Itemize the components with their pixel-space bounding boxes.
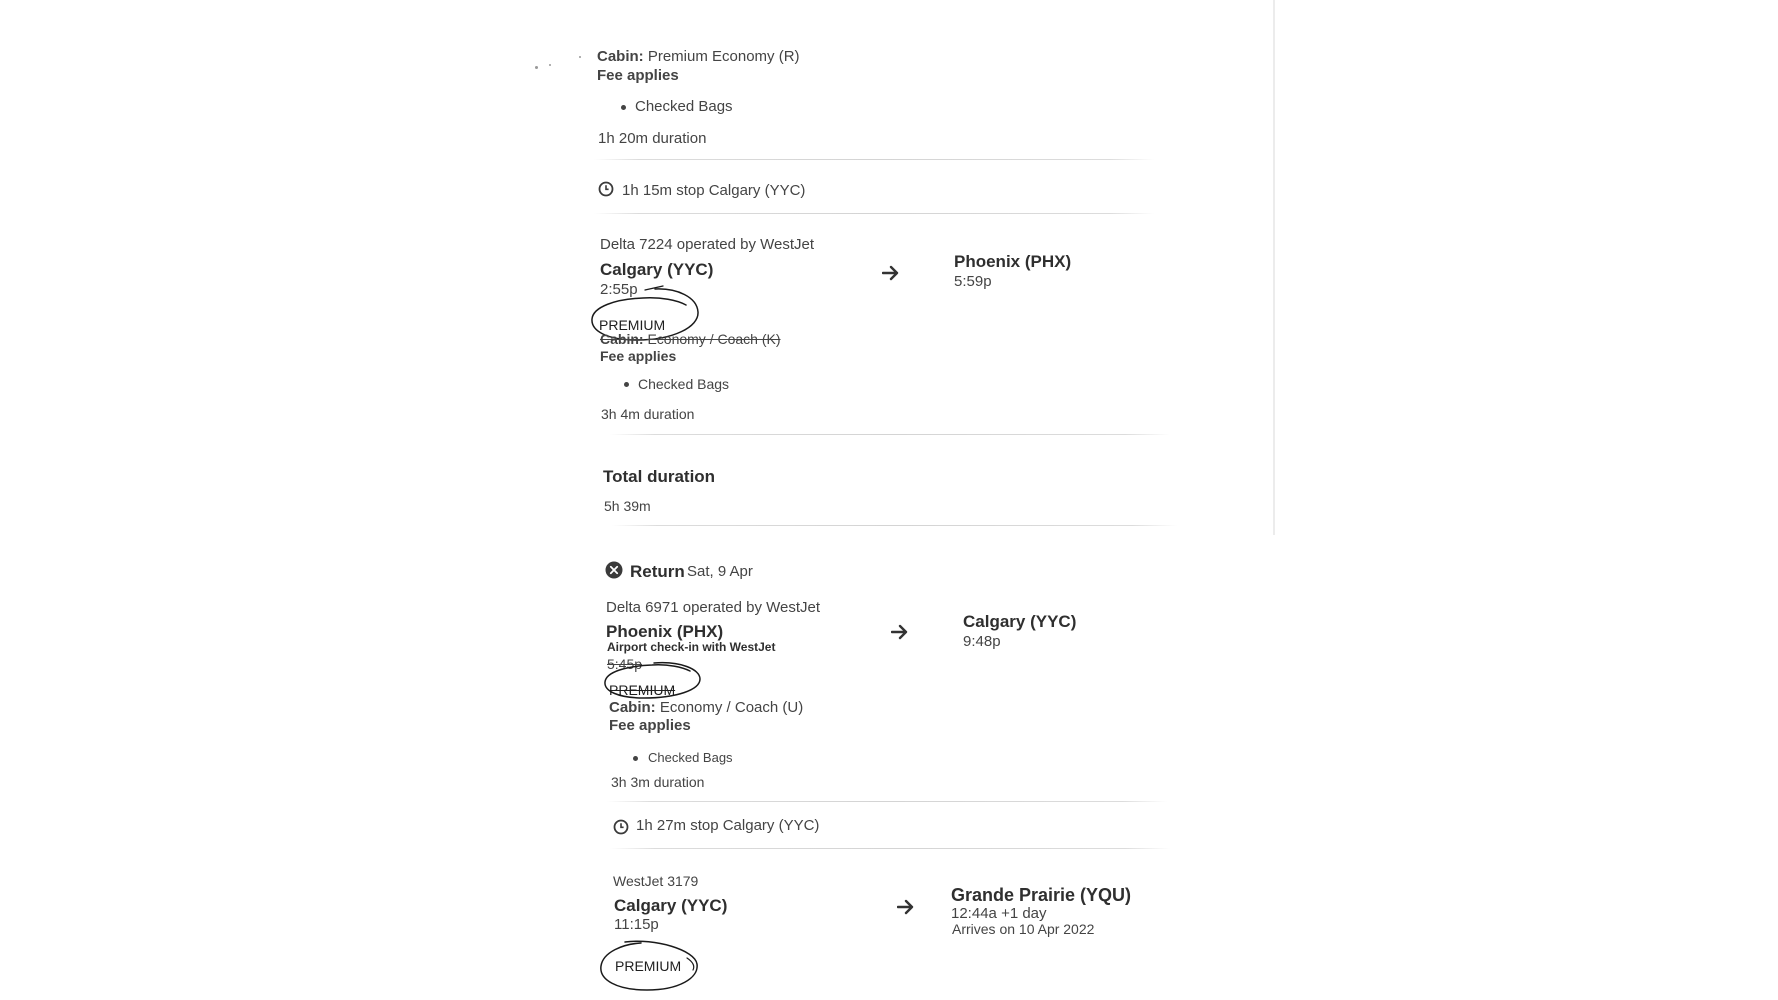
arrow-right-icon [897, 899, 915, 915]
carrier-line: WestJet 3179 [613, 873, 699, 889]
fee-applies: Fee applies [609, 717, 691, 734]
cabin-line [600, 332, 781, 346]
divider [610, 434, 1170, 435]
scan-page-edge [1273, 0, 1275, 535]
return-label: Return [630, 562, 685, 581]
total-duration-label: Total duration [603, 467, 716, 486]
cabin-line [609, 700, 803, 715]
origin-airport: Calgary (YYC) [614, 896, 728, 915]
arrow-right-icon [891, 624, 909, 640]
layover-text: 1h 27m stop Calgary (YYC) [636, 817, 820, 834]
arrive-line [951, 906, 1047, 921]
return-date: Sat, 9 Apr [687, 563, 753, 580]
destination-airport: Phoenix (PHX) [954, 252, 1072, 271]
segment-duration: 1h 20m duration [598, 130, 707, 147]
divider [610, 848, 1170, 849]
bullet [633, 756, 638, 761]
checked-bags: Checked Bags [648, 750, 733, 765]
bullet [624, 382, 629, 387]
divider [607, 801, 1167, 802]
checked-bags: Checked Bags [638, 376, 730, 392]
checked-bags: Checked Bags [635, 98, 733, 115]
cabin-line [597, 49, 800, 64]
plus-day-badge: +1 day [1001, 905, 1047, 922]
checkin-note: Airport check-in with WestJet [607, 640, 776, 654]
clock-icon [598, 181, 614, 197]
carrier-line: Delta 6971 operated by WestJet [606, 599, 821, 616]
arrive-time: 5:59p [954, 273, 992, 290]
depart-time: 11:15p [614, 916, 659, 933]
layover-text: 1h 15m stop Calgary (YYC) [622, 182, 806, 199]
origin-airport: Phoenix (PHX) [606, 622, 724, 641]
scan-speck [579, 56, 581, 58]
depart-time: 5:45p [607, 656, 643, 672]
divider [594, 213, 1154, 214]
handwritten-annotation: PREMIUM [609, 682, 676, 698]
cabin-value: Economy / Coach (U) [659, 699, 804, 716]
origin-airport: Calgary (YYC) [600, 260, 714, 279]
scan-speck [535, 66, 538, 69]
fee-applies: Fee applies [597, 67, 679, 84]
cabin-label: Cabin: [600, 331, 644, 347]
close-circle-icon [605, 561, 623, 579]
fee-applies: Fee applies [600, 348, 677, 364]
divider [594, 159, 1154, 160]
destination-airport: Grande Prairie (YQU) [951, 885, 1132, 905]
handwritten-annotation: PREMIUM [599, 317, 666, 333]
depart-time: 2:55p [600, 281, 638, 298]
carrier-line: Delta 7224 operated by WestJet [600, 236, 815, 253]
divider [612, 525, 1177, 526]
cabin-value: Economy / Coach (K) [647, 331, 781, 347]
scan-speck [549, 64, 551, 66]
cabin-label: Cabin: [609, 699, 656, 716]
arrives-on-date: Arrives on 10 Apr 2022 [952, 921, 1095, 937]
arrive-time: 9:48p [963, 633, 1001, 650]
cabin-label: Cabin: [597, 48, 644, 65]
arrow-right-icon [882, 265, 900, 281]
handwritten-annotation: PREMIUM [615, 958, 682, 974]
clock-icon [613, 819, 629, 835]
bullet [621, 105, 626, 110]
segment-duration: 3h 4m duration [601, 406, 695, 422]
cabin-value: Premium Economy (R) [647, 48, 800, 65]
destination-airport: Calgary (YYC) [963, 612, 1077, 631]
segment-duration: 3h 3m duration [611, 774, 705, 790]
total-duration-value: 5h 39m [604, 498, 651, 514]
arrive-time: 12:44a [951, 905, 997, 922]
